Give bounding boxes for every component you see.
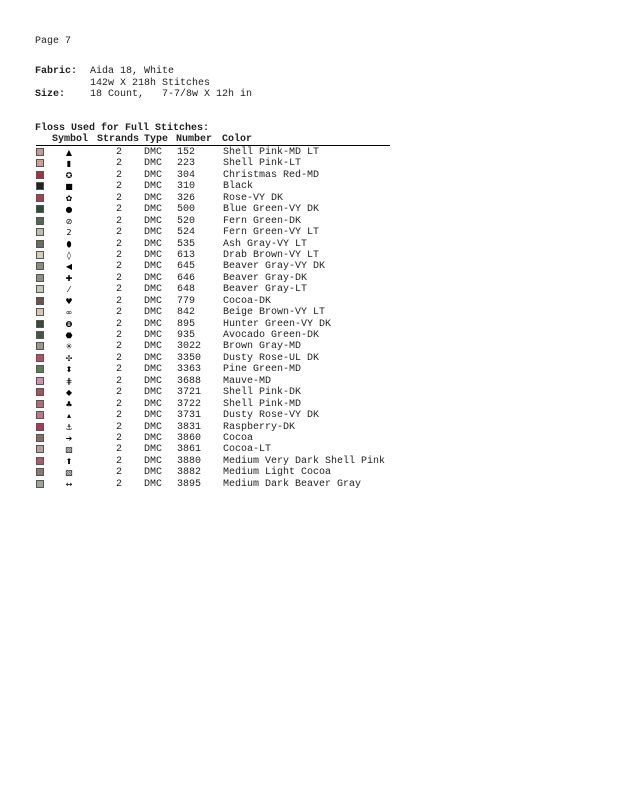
strands-cell: 2 [116,192,123,204]
type-cell: DMC [144,330,163,341]
table-row [35,250,375,261]
strands-cell: 2 [116,147,123,158]
strands-cell: 2 [116,444,123,456]
table-row [35,216,375,227]
table-row [35,330,375,341]
number-cell: 895 [177,318,196,330]
symbol-icon: ✿ [65,193,73,203]
number-cell: 500 [177,204,196,216]
strands-cell: 2 [116,467,123,479]
type-cell: DMC [144,444,163,456]
color-cell: Shell Pink-LT [223,158,302,170]
number-cell: 520 [177,215,196,227]
color-swatch [36,468,44,476]
color-swatch [36,274,44,282]
color-swatch [36,331,44,339]
symbol-icon: ∞ [65,308,73,318]
symbol-icon: ⋕ [65,376,73,386]
table-row [35,296,375,307]
header-symbol: Symbol [52,134,89,145]
color-swatch [36,251,44,259]
header-strands: Strands [97,134,140,145]
size-value: 18 Count, 7-7/8w X 12h in [90,89,253,100]
symbol-icon: ⬮ [66,239,72,249]
table-row [35,261,375,272]
header-type: Type [144,134,169,145]
color-cell: Beige Brown-VY LT [223,307,326,319]
strands-cell: 2 [116,169,123,181]
color-cell: Medium Dark Beaver Gray [223,478,362,490]
symbol-icon: ▧ [65,468,73,478]
table-row [35,376,375,387]
number-cell: 3688 [177,375,202,387]
number-cell: 3880 [177,455,202,467]
color-cell: Ash Gray-VY LT [223,238,308,250]
symbol-icon: ✳ [65,342,73,352]
number-cell: 152 [177,147,196,158]
table-row [35,467,375,478]
color-cell: Cocoa-DK [223,295,272,307]
type-cell: DMC [144,249,163,261]
number-cell: 842 [177,307,196,319]
symbol-icon: ↔ [65,479,73,489]
color-swatch [36,182,44,190]
symbol-icon: ◀ [65,262,73,272]
color-cell: Dusty Rose-VY DK [223,410,320,422]
table-row [35,181,375,192]
color-swatch [36,194,44,202]
type-cell: DMC [144,387,163,399]
table-row [35,204,375,215]
color-cell: Beaver Gray-LT [223,284,308,296]
strands-cell: 2 [116,455,123,467]
type-cell: DMC [144,341,163,353]
strands-cell: 2 [116,398,123,410]
strands-cell: 2 [116,181,123,193]
color-cell: Fern Green-VY LT [223,227,320,239]
color-cell: Drab Brown-VY LT [223,249,320,261]
strands-cell: 2 [116,352,123,364]
strands-cell: 2 [116,318,123,330]
table-title: Floss Used for Full Stitches: [35,123,210,134]
color-cell: Beaver Gray-VY DK [223,261,326,273]
color-swatch [36,320,44,328]
symbol-icon: 2 [66,228,72,238]
symbol-icon: ➔ [65,433,73,443]
table-row [35,353,375,364]
table-row [35,193,375,204]
type-cell: DMC [144,421,163,433]
type-cell: DMC [144,147,163,158]
table-row [35,319,375,330]
color-swatch [36,480,44,488]
table-row [35,227,375,238]
strands-cell: 2 [116,375,123,387]
table-row [35,307,375,318]
type-cell: DMC [144,181,163,193]
number-cell: 3350 [177,352,202,364]
color-swatch [36,434,44,442]
header-color: Color [222,134,253,145]
symbol-icon: ▨ [65,445,73,455]
number-cell: 3882 [177,467,202,479]
strands-cell: 2 [116,387,123,399]
symbol-icon: ✪ [65,170,73,180]
number-cell: 535 [177,238,196,250]
color-swatch [36,423,44,431]
color-swatch [36,354,44,362]
color-swatch [36,388,44,396]
table-row [35,364,375,375]
type-cell: DMC [144,215,163,227]
type-cell: DMC [144,478,163,490]
symbol-icon: ■ [65,182,73,192]
strands-cell: 2 [116,307,123,319]
number-cell: 3860 [177,432,202,444]
strands-cell: 2 [116,204,123,216]
symbol-icon: ❽ [65,319,73,329]
strands-cell: 2 [116,272,123,284]
symbol-icon: ⬍ [65,365,73,375]
color-swatch [36,308,44,316]
color-swatch [36,217,44,225]
table-row [35,444,375,455]
color-cell: Christmas Red-MD [223,169,320,181]
symbol-icon: ✣ [65,353,73,363]
symbol-icon: ⊘ [65,216,73,226]
type-cell: DMC [144,352,163,364]
strands-cell: 2 [116,249,123,261]
table-row [35,158,375,169]
strands-cell: 2 [116,261,123,273]
type-cell: DMC [144,158,163,170]
color-cell: Dusty Rose-UL DK [223,352,320,364]
color-cell: Shell Pink-MD [223,398,302,410]
type-cell: DMC [144,169,163,181]
number-cell: 223 [177,158,196,170]
color-cell: Beaver Gray-DK [223,272,308,284]
number-cell: 3831 [177,421,202,433]
table-row [35,455,386,467]
color-cell: Brown Gray-MD [223,341,302,353]
number-cell: 3895 [177,478,202,490]
number-cell: 935 [177,330,196,341]
color-swatch [36,205,44,213]
table-row [35,284,375,295]
type-cell: DMC [144,432,163,444]
type-cell: DMC [144,238,163,250]
color-cell: Mauve-MD [223,375,272,387]
color-swatch [36,240,44,248]
number-cell: 326 [177,192,196,204]
fabric-stitches: 142w X 218h Stitches [90,77,211,89]
strands-cell: 2 [116,410,123,422]
color-swatch [36,457,44,465]
type-cell: DMC [144,467,163,479]
symbol-icon: ⁄ [68,285,70,295]
color-cell: Rose-VY DK [223,192,284,204]
color-swatch [36,159,44,167]
color-cell: Cocoa-LT [223,444,272,456]
color-cell: Pine Green-MD [223,364,302,376]
type-cell: DMC [144,375,163,387]
number-cell: 613 [177,249,196,261]
strands-cell: 2 [116,158,123,170]
table-row [35,239,375,250]
strands-cell: 2 [116,341,123,353]
strands-cell: 2 [116,421,123,433]
table-row [35,273,375,284]
color-swatch [36,445,44,453]
color-cell: Shell Pink-DK [223,387,302,399]
color-cell: Hunter Green-VY DK [223,318,332,330]
color-cell: Raspberry-DK [223,421,296,433]
type-cell: DMC [144,261,163,273]
number-cell: 648 [177,284,196,296]
number-cell: 3731 [177,410,202,422]
table-row [35,341,375,352]
symbol-icon: ✚ [65,273,73,283]
strands-cell: 2 [116,227,123,239]
strands-cell: 2 [116,330,123,341]
color-swatch [36,285,44,293]
type-cell: DMC [144,307,163,319]
number-cell: 645 [177,261,196,273]
color-cell: Fern Green-DK [223,215,302,227]
symbol-icon: ♣ [65,399,73,409]
page-label: Page 7 [35,36,72,47]
color-swatch [36,228,44,236]
number-cell: 310 [177,181,196,193]
number-cell: 304 [177,169,196,181]
number-cell: 779 [177,295,196,307]
type-cell: DMC [144,192,163,204]
color-cell: Shell Pink-MD LT [223,147,320,158]
symbol-icon: ⬆ [65,456,73,466]
type-cell: DMC [144,410,163,422]
symbol-icon: ◊ [67,250,71,260]
header-number: Number [176,134,213,145]
number-cell: 646 [177,272,196,284]
color-swatch [36,297,44,305]
floss-table [35,147,386,490]
symbol-icon: ▴ [66,411,71,421]
strands-cell: 2 [116,238,123,250]
size-label: Size: [35,89,66,100]
table-row [35,387,375,398]
color-cell: Medium Very Dark Shell Pink [223,455,386,467]
color-cell: Black [223,181,254,193]
number-cell: 524 [177,227,196,239]
type-cell: DMC [144,455,163,467]
color-swatch [36,411,44,419]
header-rule [36,145,390,146]
strands-cell: 2 [116,478,123,490]
table-row [35,170,375,181]
symbol-icon: ▲ [65,148,73,157]
strands-cell: 2 [116,295,123,307]
type-cell: DMC [144,398,163,410]
number-cell: 3721 [177,387,202,399]
type-cell: DMC [144,295,163,307]
symbol-icon: ◆ [65,388,73,398]
color-swatch [36,365,44,373]
color-swatch [36,377,44,385]
table-row [35,399,375,410]
color-swatch [36,148,44,156]
color-swatch [36,400,44,408]
table-row [35,433,375,444]
type-cell: DMC [144,227,163,239]
symbol-icon: ⚓ [65,422,73,432]
type-cell: DMC [144,204,163,216]
color-cell: Avocado Green-DK [223,330,320,341]
number-cell: 3861 [177,444,202,456]
strands-cell: 2 [116,432,123,444]
color-swatch [36,171,44,179]
number-cell: 3722 [177,398,202,410]
strands-cell: 2 [116,364,123,376]
symbol-icon: ♥ [65,296,73,306]
symbol-icon: ▮ [66,159,72,169]
color-cell: Blue Green-VY DK [223,204,320,216]
table-row [35,410,375,421]
type-cell: DMC [144,364,163,376]
number-cell: 3363 [177,364,202,376]
symbol-icon: ⬣ [65,331,73,340]
color-swatch [36,342,44,350]
color-cell: Cocoa [223,432,254,444]
table-row [35,422,375,433]
table-row [35,479,375,490]
fabric-value: Aida 18, White [90,66,175,77]
color-cell: Medium Light Cocoa [223,467,332,479]
type-cell: DMC [144,272,163,284]
strands-cell: 2 [116,215,123,227]
table-row [35,147,375,158]
fabric-label: Fabric: [35,66,78,77]
number-cell: 3022 [177,341,202,353]
type-cell: DMC [144,284,163,296]
color-swatch [36,262,44,270]
type-cell: DMC [144,318,163,330]
symbol-icon: ● [65,205,73,215]
strands-cell: 2 [116,284,123,296]
